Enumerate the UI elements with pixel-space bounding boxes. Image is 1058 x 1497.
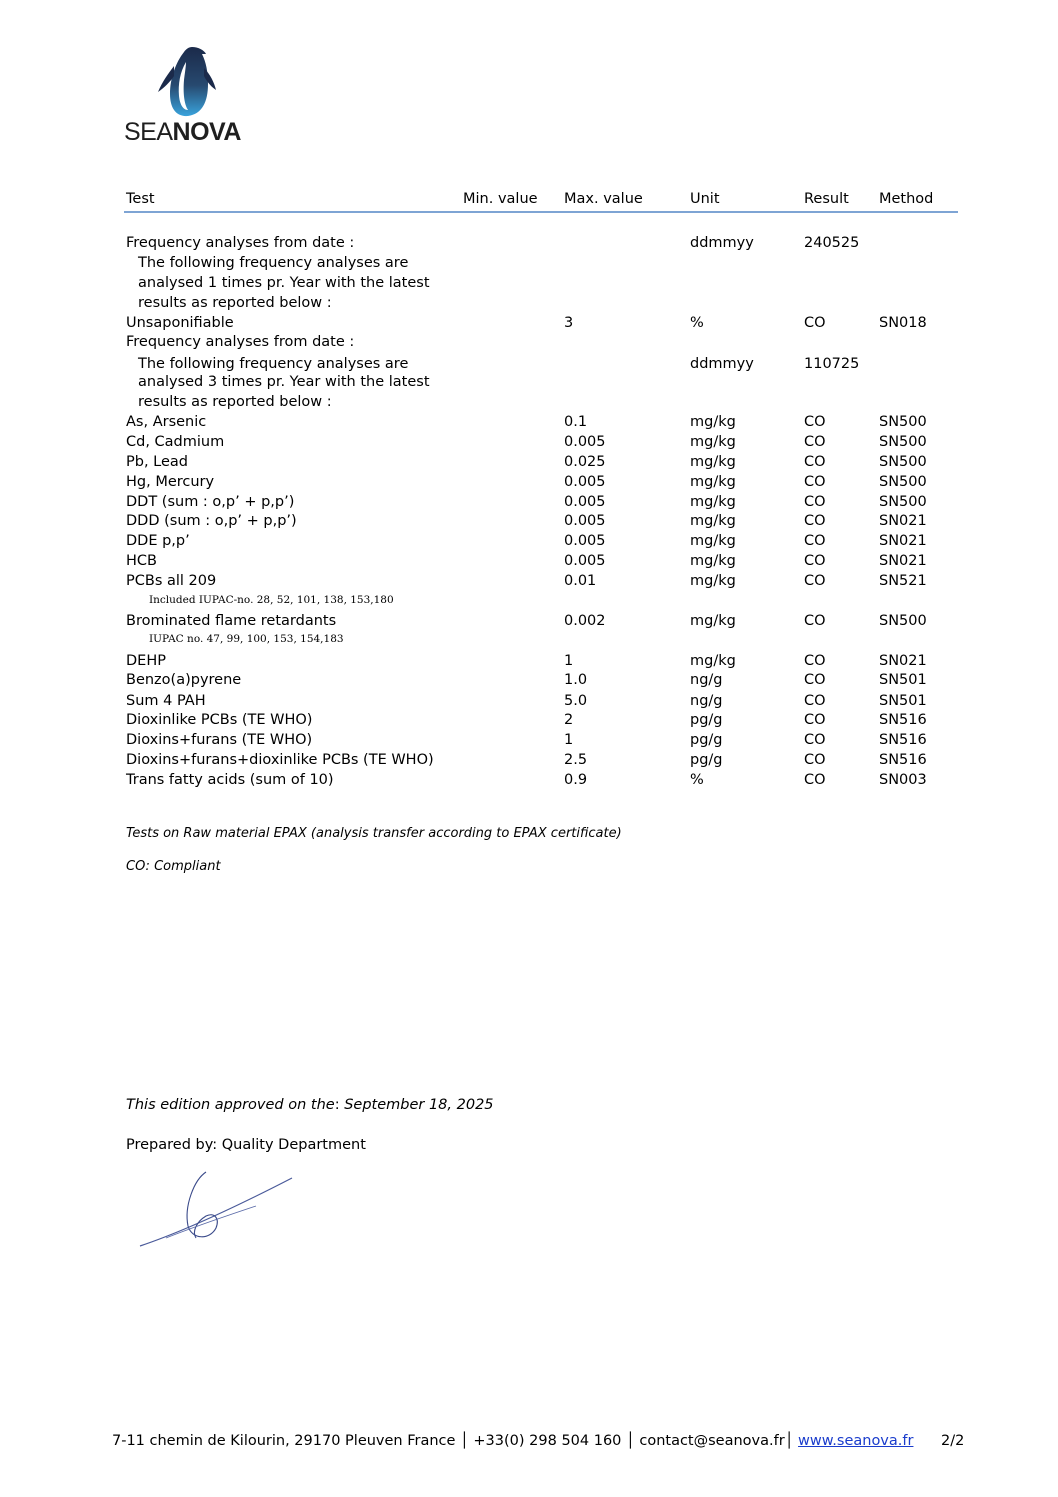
row-footnote: IUPAC no. 47, 99, 100, 153, 154,183 (149, 633, 344, 645)
prepared-by: Prepared by: Quality Department (126, 1137, 366, 1153)
table-row: PCBs all 209 0.01 mg/kg CO SN521 (126, 573, 927, 589)
header-divider (124, 211, 958, 213)
table-row: DDE p,p’ 0.005 mg/kg CO SN021 (126, 533, 927, 549)
penguin-logo-icon (124, 44, 248, 118)
table-row: Trans fatty acids (sum of 10) 0.9 % CO SN003 (126, 772, 927, 788)
table-row: Pb, Lead 0.025 mg/kg CO SN500 (126, 454, 927, 470)
footer-phone: +33(0) 298 504 160 (473, 1433, 622, 1449)
footer-email[interactable]: contact@seanova.fr (639, 1433, 785, 1449)
table-row: DEHP 1 mg/kg CO SN021 (126, 653, 927, 669)
table-row: Brominated flame retardants 0.002 mg/kg CO SN500 (126, 613, 927, 629)
header-test: Test (126, 191, 155, 207)
table-row: The following frequency analyses are ddmmyy 110725 (138, 356, 860, 372)
logo-wordmark: SEANOVA (124, 118, 241, 146)
header-unit: Unit (690, 191, 720, 207)
page-number: 2/2 (941, 1433, 965, 1449)
table-row: Dioxins+furans (TE WHO) 1 pg/g CO SN516 (126, 732, 927, 748)
table-row: Sum 4 PAH 5.0 ng/g CO SN501 (126, 693, 927, 709)
table-row: Dioxinlike PCBs (TE WHO) 2 pg/g CO SN516 (126, 712, 927, 728)
header-min: Min. value (463, 191, 538, 207)
table-row: DDT (sum : o,p’ + p,p’) 0.005 mg/kg CO SN500 (126, 494, 927, 510)
row-footnote: Included IUPAC-no. 28, 52, 101, 138, 153,180 (149, 594, 394, 606)
table-row: The following frequency analyses are (138, 255, 409, 271)
table-row: analysed 3 times pr. Year with the latest (138, 374, 430, 390)
approval-line: This edition approved on the: September 18, 2025 (126, 1097, 494, 1113)
table-row: Hg, Mercury 0.005 mg/kg CO SN500 (126, 474, 927, 490)
table-row: Frequency analyses from date : ddmmyy 240525 (126, 235, 860, 251)
compliance-legend: CO: Compliant (126, 859, 221, 874)
table-row: analysed 1 times pr. Year with the latest (138, 275, 430, 291)
footer-address: 7-11 chemin de Kilourin, 29170 Pleuven France (112, 1433, 456, 1449)
table-row: Unsaponifiable 3 % CO SN018 (126, 315, 927, 331)
table-row: As, Arsenic 0.1 mg/kg CO SN500 (126, 414, 927, 430)
epax-note: Tests on Raw material EPAX (analysis transfer according to EPAX certificate) (126, 826, 622, 841)
table-header (126, 191, 958, 213)
table-row: Dioxins+furans+dioxinlike PCBs (TE WHO) 2.5 pg/g CO SN516 (126, 752, 927, 768)
header-result: Result (804, 191, 849, 207)
table-row: Cd, Cadmium 0.005 mg/kg CO SN500 (126, 434, 927, 450)
header-max: Max. value (564, 191, 643, 207)
table-row: Benzo(a)pyrene 1.0 ng/g CO SN501 (126, 672, 927, 688)
table-row: results as reported below : (138, 394, 332, 410)
table-row: Frequency analyses from date : (126, 334, 355, 350)
table-row: HCB 0.005 mg/kg CO SN021 (126, 553, 927, 569)
page-footer: 7-11 chemin de Kilourin, 29170 Pleuven France │ +33(0) 298 504 160 │ contact@seanova.fr│ www.seanova.fr 2/2 (112, 1433, 965, 1449)
table-row: DDD (sum : o,p’ + p,p’) 0.005 mg/kg CO SN021 (126, 513, 927, 529)
header-method: Method (879, 191, 934, 207)
footer-website-link[interactable]: www.seanova.fr (798, 1433, 914, 1449)
signature-image (136, 1166, 298, 1250)
seanova-logo (124, 44, 248, 146)
table-row: results as reported below : (138, 295, 332, 311)
